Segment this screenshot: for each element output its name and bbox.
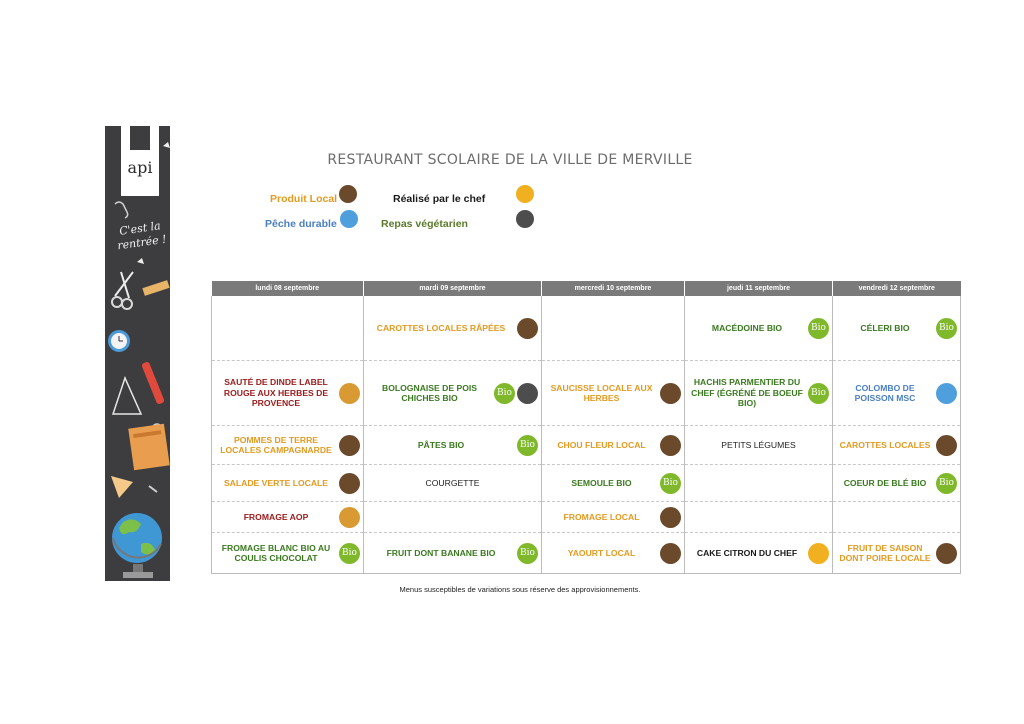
dish-name: FRUIT DONT BANANE BIO — [386, 547, 496, 558]
dish-name: SAUTÉ DE DINDE LABEL ROUGE AUX HERBES DE PROVENCE — [223, 377, 329, 409]
local-product-icon — [339, 435, 360, 456]
menu-cell — [212, 296, 364, 361]
dish-name: FROMAGE LOCAL — [563, 511, 640, 522]
local-product-icon — [660, 435, 681, 456]
sustainable-fishing-icon — [340, 210, 358, 228]
menu-cell — [364, 502, 542, 533]
dish-name: MACÉDOINE BIO — [711, 322, 783, 333]
dish-name: SALADE VERTE LOCALE — [223, 477, 329, 488]
bio-icon: Bio — [936, 318, 957, 339]
local-product-icon — [660, 543, 681, 564]
menu-cell — [685, 361, 833, 426]
day-header: jeudi 11 septembre — [685, 281, 833, 296]
menu-cell — [212, 361, 364, 426]
menu-cell — [542, 502, 685, 533]
dish-name: CÉLERI BIO — [860, 322, 910, 333]
chef-icon — [808, 543, 829, 564]
menu-row — [212, 426, 961, 465]
dish-name: COEUR DE BLÉ BIO — [843, 477, 927, 488]
menu-cell — [685, 533, 833, 574]
quality-label-icon — [339, 383, 360, 404]
menu-cell — [542, 361, 685, 426]
local-product-icon — [660, 507, 681, 528]
local-product-icon — [339, 473, 360, 494]
menu-cell — [212, 426, 364, 465]
vegetarian-icon — [517, 383, 538, 404]
bio-icon: Bio — [517, 543, 538, 564]
menu-cell — [685, 426, 833, 465]
local-product-icon — [936, 435, 957, 456]
dish-name: FRUIT DE SAISON DONT POIRE LOCALE — [839, 542, 931, 563]
menu-cell — [833, 502, 961, 533]
local-product-icon — [339, 185, 357, 203]
menu-cell — [833, 533, 961, 574]
dish-name: SAUCISSE LOCALE AUX HERBES — [550, 382, 653, 403]
dish-name: CAROTTES LOCALES — [839, 439, 931, 450]
bio-icon: Bio — [339, 543, 360, 564]
menu-cell — [833, 361, 961, 426]
menu-cell — [542, 465, 685, 502]
menu-cell — [542, 426, 685, 465]
day-header: vendredi 12 septembre — [833, 281, 961, 296]
menu-cell — [212, 533, 364, 574]
menu-cell — [833, 426, 961, 465]
vegetarian-icon — [516, 210, 534, 228]
dish-name: CAROTTES LOCALES RÂPÉES — [376, 322, 506, 333]
menu-cell — [364, 361, 542, 426]
menu-cell — [364, 533, 542, 574]
menu-cell — [364, 296, 542, 361]
rentree-tagline: C'est la rentrée ! — [116, 219, 168, 253]
menu-row — [212, 296, 961, 361]
footnote: Menus susceptibles de variations sous réserve des approvisionnements. — [399, 585, 641, 594]
day-header: mardi 09 septembre — [364, 281, 542, 296]
dish-name: YAOURT LOCAL — [567, 547, 636, 558]
bio-icon: Bio — [660, 473, 681, 494]
menu-cell — [542, 533, 685, 574]
dish-name: FROMAGE AOP — [243, 511, 309, 522]
menu-row — [212, 502, 961, 533]
sidebar-banner — [105, 126, 170, 581]
dish-name: POMMES DE TERRE LOCALES CAMPAGNARDE — [220, 434, 332, 455]
menu-cell — [685, 296, 833, 361]
dish-name: PETITS LÉGUMES — [721, 439, 796, 450]
weekly-menu-table — [211, 281, 961, 574]
page-title: RESTAURANT SCOLAIRE DE LA VILLE DE MERVILLE — [327, 152, 693, 168]
dish-name: PÂTES BIO — [417, 439, 465, 450]
day-header: lundi 08 septembre — [212, 281, 364, 296]
day-header-row — [212, 281, 961, 296]
menu-cell — [364, 426, 542, 465]
bio-icon: Bio — [517, 435, 538, 456]
dish-name: COLOMBO DE POISSON MSC — [854, 382, 916, 403]
menu-cell — [212, 465, 364, 502]
menu-cell — [364, 465, 542, 502]
bio-icon: Bio — [808, 318, 829, 339]
legend-chef-label: Réalisé par le chef — [393, 193, 486, 205]
bio-icon: Bio — [936, 473, 957, 494]
menu-cell — [685, 465, 833, 502]
dish-name: SEMOULE BIO — [571, 477, 632, 488]
dish-name: FROMAGE BLANC BIO AU COULIS CHOCOLAT — [221, 542, 331, 563]
bio-icon: Bio — [494, 383, 515, 404]
menu-row — [212, 533, 961, 574]
school-illustrations — [105, 126, 170, 581]
chef-icon — [516, 185, 534, 203]
menu-row — [212, 361, 961, 426]
dish-name: CHOU FLEUR LOCAL — [557, 439, 646, 450]
local-product-icon — [936, 543, 957, 564]
menu-cell — [685, 502, 833, 533]
dish-name: BOLOGNAISE DE POIS CHICHES BIO — [381, 382, 478, 403]
menu-row — [212, 465, 961, 502]
bio-icon: Bio — [808, 383, 829, 404]
day-header: mercredi 10 septembre — [542, 281, 685, 296]
api-logo: api — [127, 158, 153, 177]
sustainable-fishing-icon — [936, 383, 957, 404]
legend-fish-label: Pêche durable — [265, 218, 337, 230]
menu-cell — [833, 465, 961, 502]
legend-veg-label: Repas végétarien — [381, 218, 468, 230]
local-product-icon — [517, 318, 538, 339]
quality-label-icon — [339, 507, 360, 528]
local-product-icon — [660, 383, 681, 404]
dish-name: COURGETTE — [425, 477, 480, 488]
legend-local-label: Produit Local — [270, 193, 338, 205]
menu-cell — [833, 296, 961, 361]
menu-cell — [542, 296, 685, 361]
menu-cell — [212, 502, 364, 533]
dish-name: CAKE CITRON DU CHEF — [696, 547, 798, 558]
dish-name: HACHIS PARMENTIER DU CHEF (ÉGRÉNÉ DE BOEUF BIO) — [691, 377, 803, 409]
